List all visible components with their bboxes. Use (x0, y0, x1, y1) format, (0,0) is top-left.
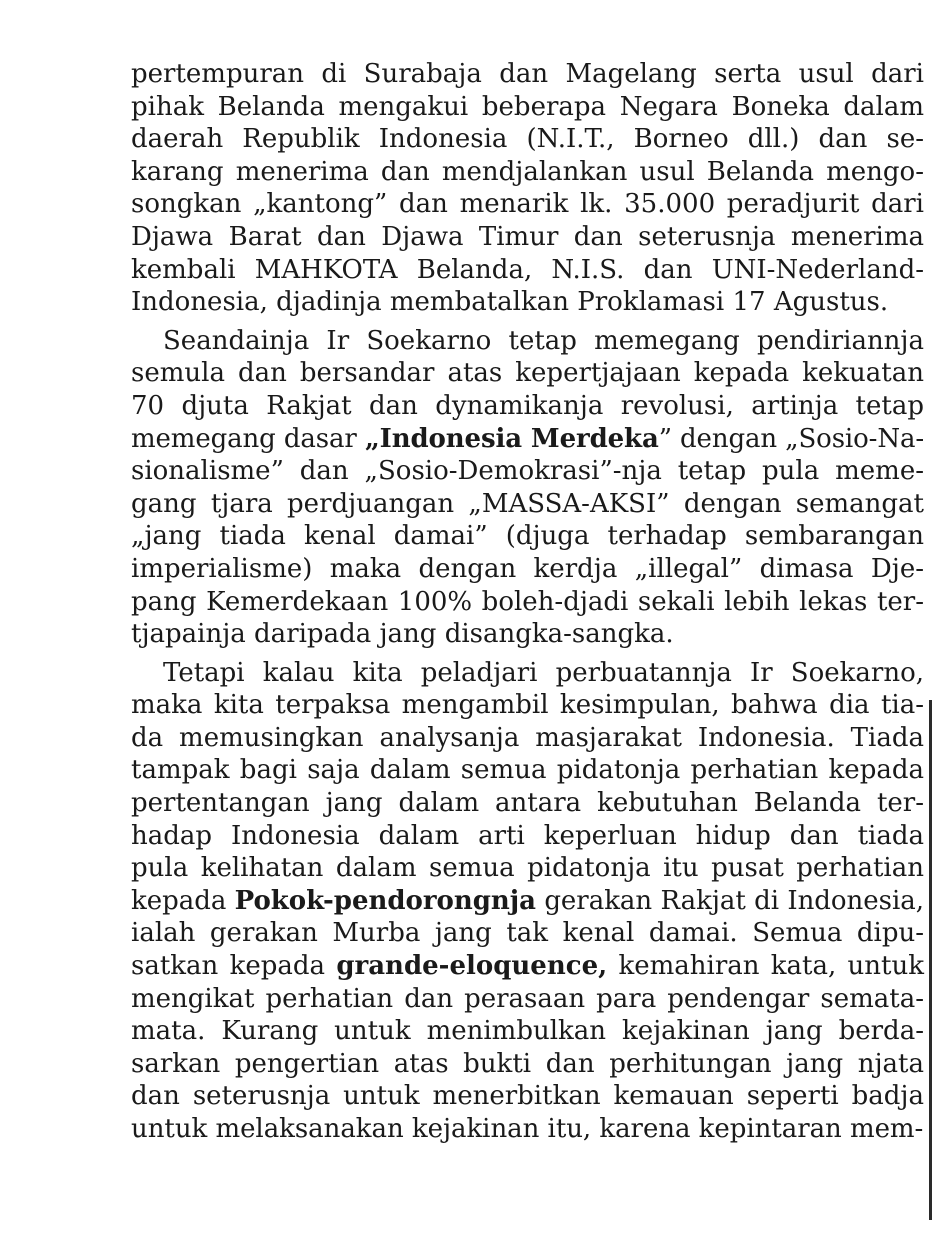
text-line (131, 689, 924, 722)
text-run: semula dan bersandar atas kepertjajaan kepada kekuatan (131, 358, 924, 389)
text-run: hadap Indonesia dalam arti keperluan hidup dan tiada (131, 820, 924, 851)
paragraph-1 (131, 58, 924, 319)
text-line (131, 123, 924, 156)
text-line (131, 1080, 924, 1113)
text-run: untuk melaksanakan kejakinan itu, karena kepintaran mem- (131, 1114, 924, 1144)
text-line (131, 357, 924, 390)
text-run: ” dengan „Sosio-Na- (658, 423, 924, 454)
paragraph-3 (131, 657, 924, 1146)
text-line (131, 286, 924, 319)
text-run: ialah gerakan Murba jang tak kenal damai. Semua dipu- (131, 918, 924, 949)
text-line (131, 586, 924, 619)
text-line (131, 390, 924, 423)
text-run: pertentangan jang dalam antara kebutuhan Belanda ter- (131, 788, 924, 819)
text-run: 70 djuta Rakjat dan dynamikanja revolusi, artinja tetap (131, 390, 924, 421)
text-line (131, 1048, 924, 1081)
text-run: daerah Republik Indonesia (N.I.T., Borneo dll.) dan se- (131, 124, 924, 155)
text-run: tampak bagi saja dalam semua pidatonja perhatian kepada (131, 755, 924, 786)
text-line (131, 950, 924, 983)
text-line (131, 553, 924, 586)
text-line (131, 917, 924, 950)
text-run: Seandainja Ir Soekarno tetap memegang pendiriannja (163, 325, 924, 356)
text-run: mata. Kurang untuk menimbulkan kejakinan jang berda- (131, 1016, 924, 1047)
text-run: pihak Belanda mengakui beberapa Negara Boneka dalam (131, 91, 924, 122)
text-run: gang tjara perdjuangan „MASSA-AKSI” dengan semangat (131, 488, 924, 519)
text-run: mengikat perhatian dan perasaan para pendengar semata- (131, 983, 924, 1014)
text-line (131, 820, 924, 853)
text-run: Indonesia, djadinja membatalkan Proklamasi 17 Agustus. (131, 287, 889, 318)
text-line (131, 455, 924, 488)
text-line (131, 657, 924, 690)
text-line (131, 58, 924, 91)
text-line (131, 618, 924, 651)
text-run: Djawa Barat dan Djawa Timur dan seterusnja menerima (131, 221, 924, 252)
text-line (131, 1113, 924, 1146)
text-run: memegang dasar (131, 423, 365, 454)
text-run: tjapainja daripada jang disangka-sangka. (131, 619, 674, 650)
text-run: kembali MAHKOTA Belanda, N.I.S. dan UNI-Nederland- (131, 254, 924, 285)
text-line (131, 983, 924, 1016)
text-line (131, 754, 924, 787)
text-line (131, 885, 924, 918)
paragraph-2 (131, 325, 924, 651)
text-line (131, 423, 924, 456)
text-line (131, 91, 924, 124)
text-line (131, 520, 924, 553)
bold-phrase: Pokok-pendorongnja (234, 885, 536, 916)
text-line (131, 722, 924, 755)
text-run: songkan „kantong” dan menarik lk. 35.000 peradjurit dari (131, 189, 924, 220)
text-line (131, 221, 924, 254)
text-run: kepada (131, 885, 235, 916)
text-run: kemahiran kata, untuk (607, 951, 924, 982)
body-text (131, 58, 924, 1146)
text-run: satkan kepada (131, 951, 337, 982)
text-run: imperialisme) maka dengan kerdja „illegal” dimasa Dje- (131, 553, 924, 584)
text-run: sarkan pengertian atas bukti dan perhitungan jang njata (131, 1048, 924, 1079)
text-run: Tetapi kalau kita peladjari perbuatannja Ir Soekarno, (163, 657, 924, 688)
text-run: pang Kemerdekaan 100% boleh-djadi sekali lebih lekas ter- (131, 586, 924, 617)
text-run: sionalisme” dan „Sosio-Demokrasi”-nja tetap pula meme- (131, 456, 924, 487)
text-run: pula kelihatan dalam semua pidatonja itu pusat perhatian (131, 853, 924, 884)
text-line (131, 156, 924, 189)
text-line (131, 852, 924, 885)
bold-phrase: „Indonesia Merdeka (364, 423, 659, 454)
text-run: dan seterusnja untuk menerbitkan kemauan seperti badja (131, 1081, 924, 1112)
bold-phrase: grande-eloquence, (336, 951, 608, 982)
text-line (131, 1015, 924, 1048)
text-run: maka kita terpaksa mengambil kesimpulan, bahwa dia tia- (131, 690, 924, 721)
text-run: karang menerima dan mendjalankan usul Belanda mengo- (131, 156, 924, 187)
text-line (131, 325, 924, 358)
text-run: „jang tiada kenal damai” (djuga terhadap sembarangan (131, 521, 924, 552)
text-run: pertempuran di Surabaja dan Magelang serta usul dari (131, 59, 924, 89)
text-line (131, 488, 924, 521)
text-line (131, 188, 924, 221)
text-run: da memusingkan analysanja masjarakat Indonesia. Tiada (131, 722, 924, 753)
text-run: gerakan Rakjat di Indonesia, (536, 885, 924, 916)
text-line (131, 787, 924, 820)
text-line (131, 254, 924, 287)
